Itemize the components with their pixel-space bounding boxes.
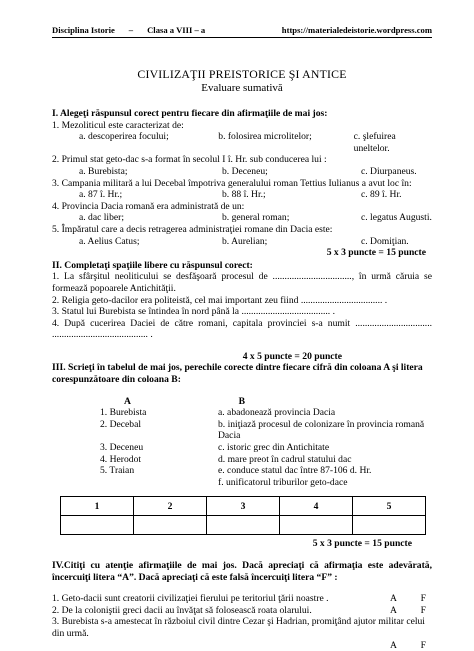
match-row bbox=[52, 454, 432, 466]
match-row bbox=[52, 477, 432, 489]
answer-table-header-row bbox=[61, 497, 426, 516]
tf-item bbox=[52, 593, 432, 605]
match-b: e. conduce statul dac între 87-106 d. Hr. bbox=[218, 465, 372, 477]
tf-choices bbox=[390, 593, 432, 605]
fill-item: 4. După cucerirea Daciei de către romani, capitala provinciei s-a numit ................................ ........................................ . bbox=[52, 317, 432, 341]
section3-score: 5 x 3 puncte = 15 puncte bbox=[312, 538, 412, 550]
header-dash: – bbox=[128, 25, 134, 35]
option-a: a. 87 î. Hr.; bbox=[79, 189, 123, 201]
option-b: b. general roman; bbox=[222, 212, 290, 224]
option-a: a. dac liber; bbox=[79, 212, 125, 224]
tf-choices bbox=[390, 640, 432, 651]
header-grade: Clasa a VIII – a bbox=[147, 25, 206, 35]
match-row bbox=[52, 419, 432, 442]
answer-input-cell[interactable] bbox=[134, 516, 207, 535]
match-b: d. mare preot în cadrul statului dac bbox=[218, 453, 352, 465]
answer-input-cell[interactable] bbox=[207, 516, 280, 535]
answer-table-cell: 5 bbox=[353, 497, 426, 516]
section1-heading: I. Alegeţi răspunsul corect pentru fiecare din afirmaţiile de mai jos: bbox=[52, 108, 328, 119]
header-rule bbox=[52, 37, 432, 38]
option-b: b. folosirea microlitelor; bbox=[218, 131, 312, 143]
choice-a[interactable]: A bbox=[390, 639, 397, 651]
choice-a[interactable]: A bbox=[390, 593, 397, 605]
tf-choices bbox=[390, 605, 432, 617]
page-header bbox=[52, 0, 432, 35]
option-b: b. Aurelian; bbox=[222, 235, 268, 247]
option-c: c. Domiţian. bbox=[361, 235, 409, 247]
choice-f[interactable]: F bbox=[420, 604, 426, 616]
match-row bbox=[52, 465, 432, 477]
column-b-head: B bbox=[238, 395, 245, 407]
question-text: 2. Primul stat geto-dac s-a format în secolul I î. Hr. sub conducerea lui : bbox=[52, 154, 327, 166]
option-b: b. Deceneu; bbox=[222, 165, 268, 177]
answer-table-cell: 2 bbox=[134, 497, 207, 516]
option-c: c. legatus Augusti. bbox=[361, 212, 432, 224]
question-options bbox=[52, 166, 432, 178]
header-left bbox=[52, 25, 205, 35]
match-a: 5. Traian bbox=[100, 465, 135, 477]
match-b: b. iniţiază procesul de colonizare în provincia romană Dacia bbox=[218, 418, 425, 442]
choice-f[interactable]: F bbox=[420, 639, 426, 651]
match-b: f. unificatorul triburilor geto-dace bbox=[218, 476, 348, 488]
header-url: https://materialedeistorie.wordpress.com bbox=[281, 25, 432, 35]
choice-f[interactable]: F bbox=[420, 593, 426, 605]
match-list bbox=[52, 407, 432, 488]
match-a: 1. Burebista bbox=[100, 407, 147, 419]
match-a bbox=[52, 477, 218, 489]
match-header bbox=[52, 396, 432, 408]
answer-table bbox=[60, 496, 426, 535]
tf-item bbox=[52, 605, 432, 617]
page-title: CIVILIZAŢII PREISTORICE ŞI ANTICE bbox=[137, 67, 347, 81]
choice-a[interactable]: A bbox=[390, 604, 397, 616]
option-c: c. 89 î. Hr. bbox=[361, 189, 402, 201]
answer-input-cell[interactable] bbox=[61, 516, 134, 535]
match-row bbox=[52, 407, 432, 419]
fill-item: 1. La sfârşitul neoliticului se desfăşoară procesul de ................................., în urmă căruia se formează popoarele Antichităţii. bbox=[52, 271, 432, 294]
section2-heading: II. Completaţi spaţiile libere cu răspunsul corect: bbox=[52, 259, 253, 271]
section4-heading: IV.Citiţi cu atenţie afirmaţiile de mai jos. Dacă apreciaţi că afirmaţia este adevărată, încercuiţi litera “A”. Dacă apreciaţi că este falsă încercuiţi litera “F” : bbox=[52, 560, 432, 583]
question-text: 4. Provincia Dacia romană era administrată de un: bbox=[52, 200, 245, 212]
tf-item bbox=[52, 616, 432, 651]
question-text: 5. Împăratul care a decis retragerea administraţiei romane din Dacia este: bbox=[52, 223, 333, 235]
option-c: c. Diurpaneus. bbox=[361, 165, 417, 177]
match-row bbox=[52, 442, 432, 454]
question-options bbox=[52, 131, 432, 154]
question-text: 3. Campania militară a lui Decebal împotriva generalului roman Tettius Iulianus a avut loc în: bbox=[52, 177, 412, 189]
question-options bbox=[52, 212, 432, 224]
match-b: c. istoric grec din Antichitate bbox=[218, 442, 330, 454]
section3-heading: III. Scrieţi în tabelul de mai jos, perechile corecte dintre fiecare cifră din coloana A şi litera corespunzătoare din coloana B: bbox=[52, 362, 423, 386]
answer-table-cell: 1 bbox=[61, 497, 134, 516]
answer-input-cell[interactable] bbox=[280, 516, 353, 535]
answer-input-cell[interactable] bbox=[353, 516, 426, 535]
match-a: 4. Herodot bbox=[100, 453, 142, 465]
option-b: b. 88 î. Hr.; bbox=[222, 189, 266, 201]
answer-table-answer-row bbox=[61, 516, 426, 535]
option-a: a. Aelius Catus; bbox=[79, 235, 140, 247]
tf-statement: 1. Geto-dacii sunt creatorii civilizaţiei fierului pe teritoriul ţării noastre . bbox=[52, 593, 329, 605]
column-a-head: A bbox=[124, 395, 131, 407]
tf-statement: 2. De la coloniştii greci dacii au învăţat să folosească roata olarului. bbox=[52, 604, 312, 616]
tf-statement: 3. Burebista s-a amestecat în războiul civil dintre Cezar şi Hadrian, promiţând ajutor militar celui din urmă. bbox=[52, 616, 425, 639]
match-a: 2. Decebal bbox=[100, 418, 142, 430]
match-b: a. abadonează provincia Dacia bbox=[218, 407, 336, 419]
option-a: a. Burebista; bbox=[79, 165, 128, 177]
tf-choices-row bbox=[52, 640, 432, 651]
fill-item: 2. Religia geto-dacilor era politeistă, cel mai important zeu fiind .................................. . bbox=[52, 294, 388, 306]
section1-score: 5 x 3 puncte = 15 puncte bbox=[326, 247, 426, 259]
tf-list bbox=[52, 593, 432, 651]
header-discipline: Disciplina Istorie bbox=[52, 25, 115, 35]
option-c: c. şlefuirea uneltelor. bbox=[353, 131, 396, 154]
page-subtitle: Evaluare sumativă bbox=[201, 82, 283, 94]
answer-table-cell: 3 bbox=[207, 497, 280, 516]
answer-table-cell: 4 bbox=[280, 497, 353, 516]
option-a: a. descoperirea focului; bbox=[79, 131, 169, 143]
match-a: 3. Deceneu bbox=[100, 442, 144, 454]
section2-score: 4 x 5 puncte = 20 puncte bbox=[242, 350, 342, 362]
question-options bbox=[52, 189, 432, 201]
section1-questions bbox=[52, 120, 432, 248]
fill-item: 3. Statul lui Burebista se întindea în nord până la ..................................... . bbox=[52, 306, 335, 318]
question-options bbox=[52, 236, 432, 248]
question-text: 1. Mezoliticul este caracterizat de: bbox=[52, 119, 184, 131]
